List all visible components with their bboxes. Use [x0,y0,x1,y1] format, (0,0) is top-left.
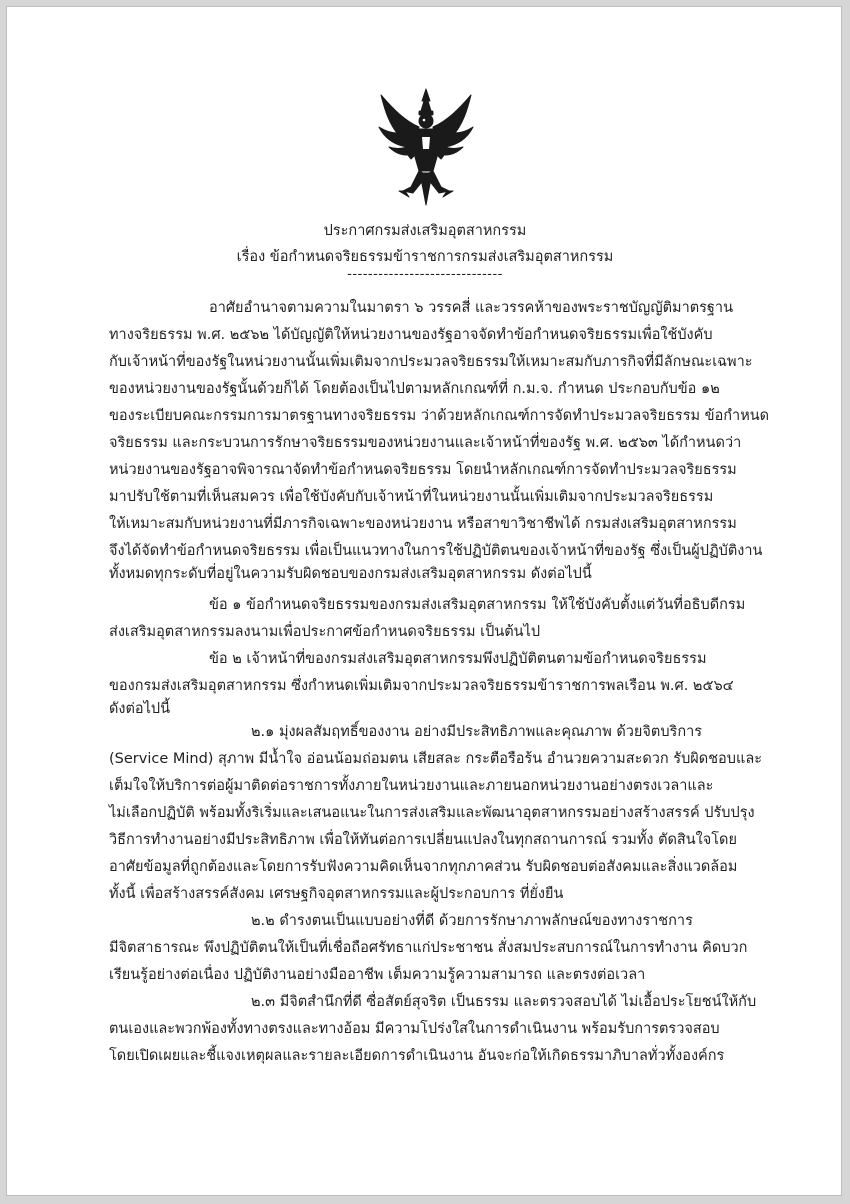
paragraph-line: ของหน่วยงานของรัฐนั้นด้วยก็ได้ โดยต้องเป็นไปตามหลักเกณฑ์ที่ ก.ม.จ. กำหนด ประกอบกับข้อ ๑๒ [109,381,720,397]
clause-2-1-line: (Service Mind) สุภาพ มีน้ำใจ อ่อนน้อมถ่อมตน เสียสละ กระตือรือร้น อำนวยความสะดวก รับผิดชอบและ [109,751,762,767]
clause-2-1-line: ทั้งนี้ เพื่อสร้างสรรค์สังคม เศรษฐกิจอุตสาหกรรมและผู้ประกอบการ ที่ยั่งยืน [109,886,564,902]
announcement-title: ประกาศกรมส่งเสริมอุตสาหกรรม [323,223,527,239]
paragraph-line: อาศัยอำนาจตามความในมาตรา ๖ วรรคสี่ และวรรคห้าของพระราชบัญญัติมาตรฐาน [209,300,733,316]
clause-2-1-line: ไม่เลือกปฏิบัติ พร้อมทั้งริเริ่มและเสนอแนะในการส่งเสริมและพัฒนาอุตสาหกรรมอย่างสร้างสรรค์ ปรับปรุง [109,805,755,821]
paragraph-line: จริยธรรม และกระบวนการรักษาจริยธรรมของหน่วยงานและเจ้าหน้าที่ของรัฐ พ.ศ. ๒๕๖๓ ได้กำหนดว่า [109,435,742,451]
clause-2-2-line: เรียนรู้อย่างต่อเนื่อง ปฏิบัติงานอย่างมืออาชีพ เต็มความรู้ความสามารถ และตรงต่อเวลา [109,967,646,983]
clause-1-line: ข้อ ๑ ข้อกำหนดจริยธรรมของกรมส่งเสริมอุตสาหกรรม ให้ใช้บังคับตั้งแต่วันที่อธิบดีกรม [209,597,746,613]
clause-2-line: ของกรมส่งเสริมอุตสาหกรรม ซึ่งกำหนดเพิ่มเติมจากประมวลจริยธรรมข้าราชการพลเรือน พ.ศ. ๒๕๖๔ [109,678,734,694]
clause-2-line: ข้อ ๒ เจ้าหน้าที่ของกรมส่งเสริมอุตสาหกรรมพึงปฏิบัติตนตามข้อกำหนดจริยธรรม [209,651,707,667]
clause-1-line: ส่งเสริมอุตสาหกรรมลงนามเพื่อประกาศข้อกำหนดจริยธรรม เป็นต้นไป [109,624,541,640]
clause-2-1-line: อาศัยข้อมูลที่ถูกต้องและโดยการรับฟังความคิดเห็นจากทุกภาคส่วน รับผิดชอบต่อสังคมและสิ่งแวดล้อม [109,859,738,875]
title-separator: ------------------------------ [347,267,503,282]
paragraph-line: ให้เหมาะสมกับหน่วยงานที่มีภารกิจเฉพาะของหน่วยงาน หรือสาขาวิชาชีพได้ กรมส่งเสริมอุตสาหกรรม [109,516,737,532]
clause-2-2-line: ๒.๒ ดำรงตนเป็นแบบอย่างที่ดี ด้วยการรักษาภาพลักษณ์ของทางราชการ [251,913,693,929]
paragraph-line: ทั้งหมดทุกระดับที่อยู่ในความรับผิดชอบของกรมส่งเสริมอุตสาหกรรม ดังต่อไปนี้ [109,566,592,582]
paragraph-line: มาปรับใช้ตามที่เห็นสมควร เพื่อใช้บังคับกับเจ้าหน้าที่ในหน่วยงานนั้นเพิ่มเติมจากประมวลจริยธรรม [109,489,714,505]
paragraph-line: จึงได้จัดทำข้อกำหนดจริยธรรม เพื่อเป็นแนวทางในการใช้ปฏิบัติตนของเจ้าหน้าที่ของรัฐ ซึ่งเป็นผู้ปฏิบัติงาน [109,543,763,559]
clause-2-1-line: เต็มใจให้บริการต่อผู้มาติดต่อราชการทั้งภายในหน่วยงานและภายนอกหน่วยงานอย่างตรงเวลาและ [109,778,714,794]
clause-2-1-line: วิธีการทำงานอย่างมีประสิทธิภาพ เพื่อให้ทันต่อการเปลี่ยนแปลงในทุกสถานการณ์ รวมทั้ง ตัดสินใจโดย [109,832,737,848]
document-page [6,6,842,1196]
clause-2-3-line: ตนเองและพวกพ้องทั้งทางตรงและทางอ้อม มีความโปร่งใสในการดำเนินงาน พร้อมรับการตรวจสอบ [109,1021,720,1037]
announcement-subject: เรื่อง ข้อกำหนดจริยธรรมข้าราชการกรมส่งเสริมอุตสาหกรรม [236,249,614,265]
clause-2-1-line: ๒.๑ มุ่งผลสัมฤทธิ์ของงาน อย่างมีประสิทธิภาพและคุณภาพ ด้วยจิตบริการ [251,724,703,740]
clause-2-3-line: โดยเปิดเผยและชี้แจงเหตุผลและรายละเอียดการดำเนินงาน อันจะก่อให้เกิดธรรมาภิบาลทั่วทั้งองค์กร [109,1048,725,1064]
clause-2-2-line: มีจิตสาธารณะ พึงปฏิบัติตนให้เป็นที่เชื่อถือศรัทธาแก่ประชาชน สั่งสมประสบการณ์ในการทำงาน คิดบวก [109,940,748,956]
paragraph-line: หน่วยงานของรัฐอาจพิจารณาจัดทำข้อกำหนดจริยธรรม โดยนำหลักเกณฑ์การจัดทำประมวลจริยธรรม [109,462,737,478]
paragraph-line: กับเจ้าหน้าที่ของรัฐในหน่วยงานนั้นเพิ่มเติมจากประมวลจริยธรรมให้เหมาะสมกับภารกิจที่มีลักษณะเฉพาะ [109,354,753,370]
clause-2-3-line: ๒.๓ มีจิตสำนึกที่ดี ซื่อสัตย์สุจริต เป็นธรรม และตรวจสอบได้ ไม่เอื้อประโยชน์ให้กับ [251,994,757,1010]
garuda-emblem-icon [375,87,477,207]
paragraph-line: ของระเบียบคณะกรรมการมาตรฐานทางจริยธรรม ว่าด้วยหลักเกณฑ์การจัดทำประมวลจริยธรรม ข้อกำหนด [109,408,770,424]
clause-2-line: ดังต่อไปนี้ [109,701,171,717]
paragraph-line: ทางจริยธรรม พ.ศ. ๒๕๖๒ ได้บัญญัติให้หน่วยงานของรัฐอาจจัดทำข้อกำหนดจริยธรรมเพื่อใช้บังคับ [109,327,713,343]
